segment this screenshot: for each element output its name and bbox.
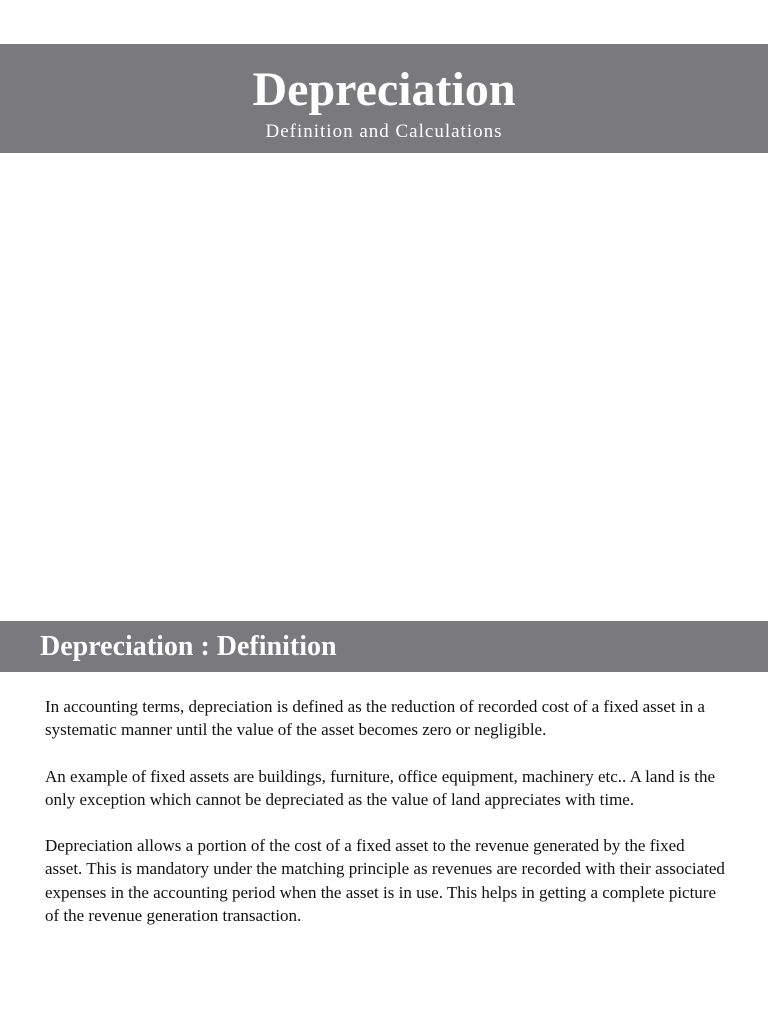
paragraph-definition: In accounting terms, depreciation is defined as the reduction of recorded cost of a fixed asset in a systematic manner until the value of the asset becomes zero or negligible. — [45, 697, 705, 740]
paragraph-matching-principle: Depreciation allows a portion of the cost of a fixed asset to the revenue generated by the fixed asset. This is mandatory under the matching principle as revenues are recorded with their associated expenses in the accounting period when the asset is in use. This helps in getting a complete picture of the revenue generation transaction. — [45, 836, 725, 926]
page-title: Depreciation — [252, 63, 516, 116]
page-subtitle: Definition and Calculations — [265, 121, 503, 142]
paragraph-examples: An example of fixed assets are buildings, furniture, office equipment, machinery etc.. A land is the only exception which cannot be depreciated as the value of land appreciates with time. — [45, 766, 716, 809]
section-body — [45, 695, 725, 950]
section-banner — [0, 621, 768, 672]
section-title: Depreciation : Definition — [40, 631, 337, 662]
title-banner — [0, 44, 768, 153]
